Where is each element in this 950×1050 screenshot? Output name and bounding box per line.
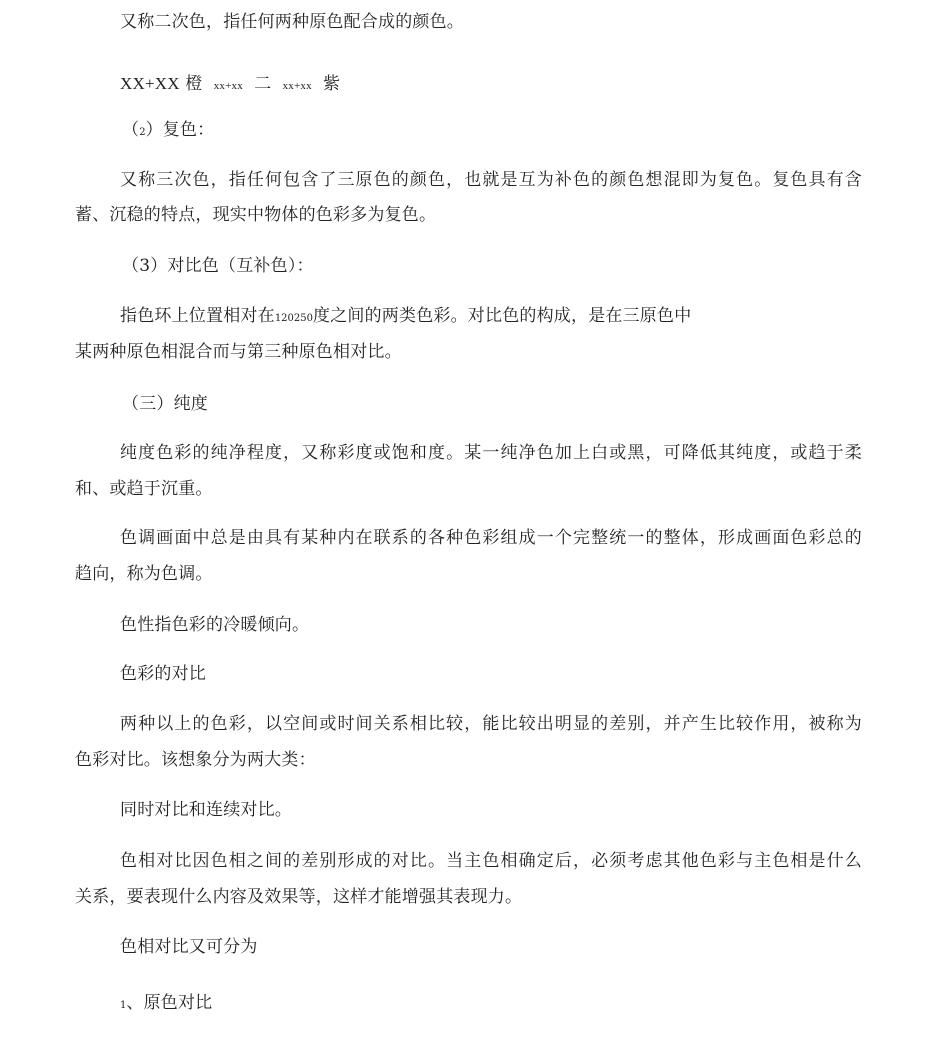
paragraph-purity-line1: 纯度色彩的纯净程度，又称彩度或饱和度。某一纯净色加上白或黑，可降低其纯度，或趋于柔 (120, 443, 862, 463)
heading-purity: （三）纯度 (122, 394, 208, 414)
heading-compound-color (122, 119, 214, 144)
list-item-primary-contrast (120, 992, 212, 1017)
heading-contrast-color: （3）对比色（互补色）： (122, 256, 314, 276)
heading-color-contrast: 色彩的对比 (120, 664, 206, 684)
paragraph-compound-line1: 又称三次色，指任何包含了三原色的颜色，也就是互为补色的颜色想混即为复色。复色具有含 (120, 170, 862, 190)
paragraph-contrast-def-line2: 色彩对比。该想象分为两大类： (75, 750, 316, 770)
paragraph-contrast-types: 同时对比和连续对比。 (120, 800, 292, 820)
paragraph-contrast-def-line1: 两种以上的色彩，以空间或时间关系相比较，能比较出明显的差别，并产生比较作用，被称为 (120, 714, 862, 734)
mix-a: XX+XX (120, 74, 180, 93)
mix-c-result: 紫 (323, 74, 341, 94)
paragraph-hue-contrast-line1: 色相对比因色相之间的差别形成的对比。当主色相确定后，必须考虑其他色彩与主色相是什么 (120, 851, 862, 871)
mix-b: xx+xx (213, 80, 243, 92)
heading-number: 2 (139, 127, 146, 138)
contrast-text-pre: 指色环上位置相对在 (120, 306, 275, 326)
contrast-text-post: 度之间的两类色彩。对比色的构成，是在三原色中 (313, 306, 692, 326)
list-item-number: 1 (120, 1000, 127, 1011)
mix-a-result: 橙 (185, 74, 203, 94)
paragraph-secondary-color: 又称二次色，指任何两种原色配合成的颜色。 (120, 12, 464, 32)
color-mix-formula (120, 73, 340, 97)
mix-c: xx+xx (282, 80, 312, 92)
paragraph-hue-contrast-line2: 关系，要表现什么内容及效果等，这样才能增强其表现力。 (75, 887, 523, 907)
paragraph-hue-contrast-kinds: 色相对比又可分为 (120, 937, 258, 957)
paragraph-contrast-line1 (120, 305, 691, 330)
heading-text: ）复色： (145, 120, 215, 140)
paragraph-tone-line1: 色调画面中总是由具有某种内在联系的各种色彩组成一个完整统一的整体，形成画面色彩总的 (120, 528, 862, 548)
heading-paren-open: （ (122, 120, 140, 140)
list-item-text: 、原色对比 (126, 993, 213, 1013)
contrast-degree-number: 120250 (274, 313, 313, 324)
paragraph-color-temperature: 色性指色彩的冷暖倾向。 (120, 615, 310, 635)
paragraph-contrast-line2: 某两种原色相混合而与第三种原色相对比。 (75, 342, 402, 362)
mix-b-result: 二 (254, 74, 272, 94)
paragraph-tone-line2: 趋向，称为色调。 (75, 564, 213, 584)
paragraph-purity-line2: 和、或趋于沉重。 (75, 479, 213, 499)
paragraph-compound-line2: 蓄、沉稳的特点，现实中物体的色彩多为复色。 (75, 205, 437, 225)
